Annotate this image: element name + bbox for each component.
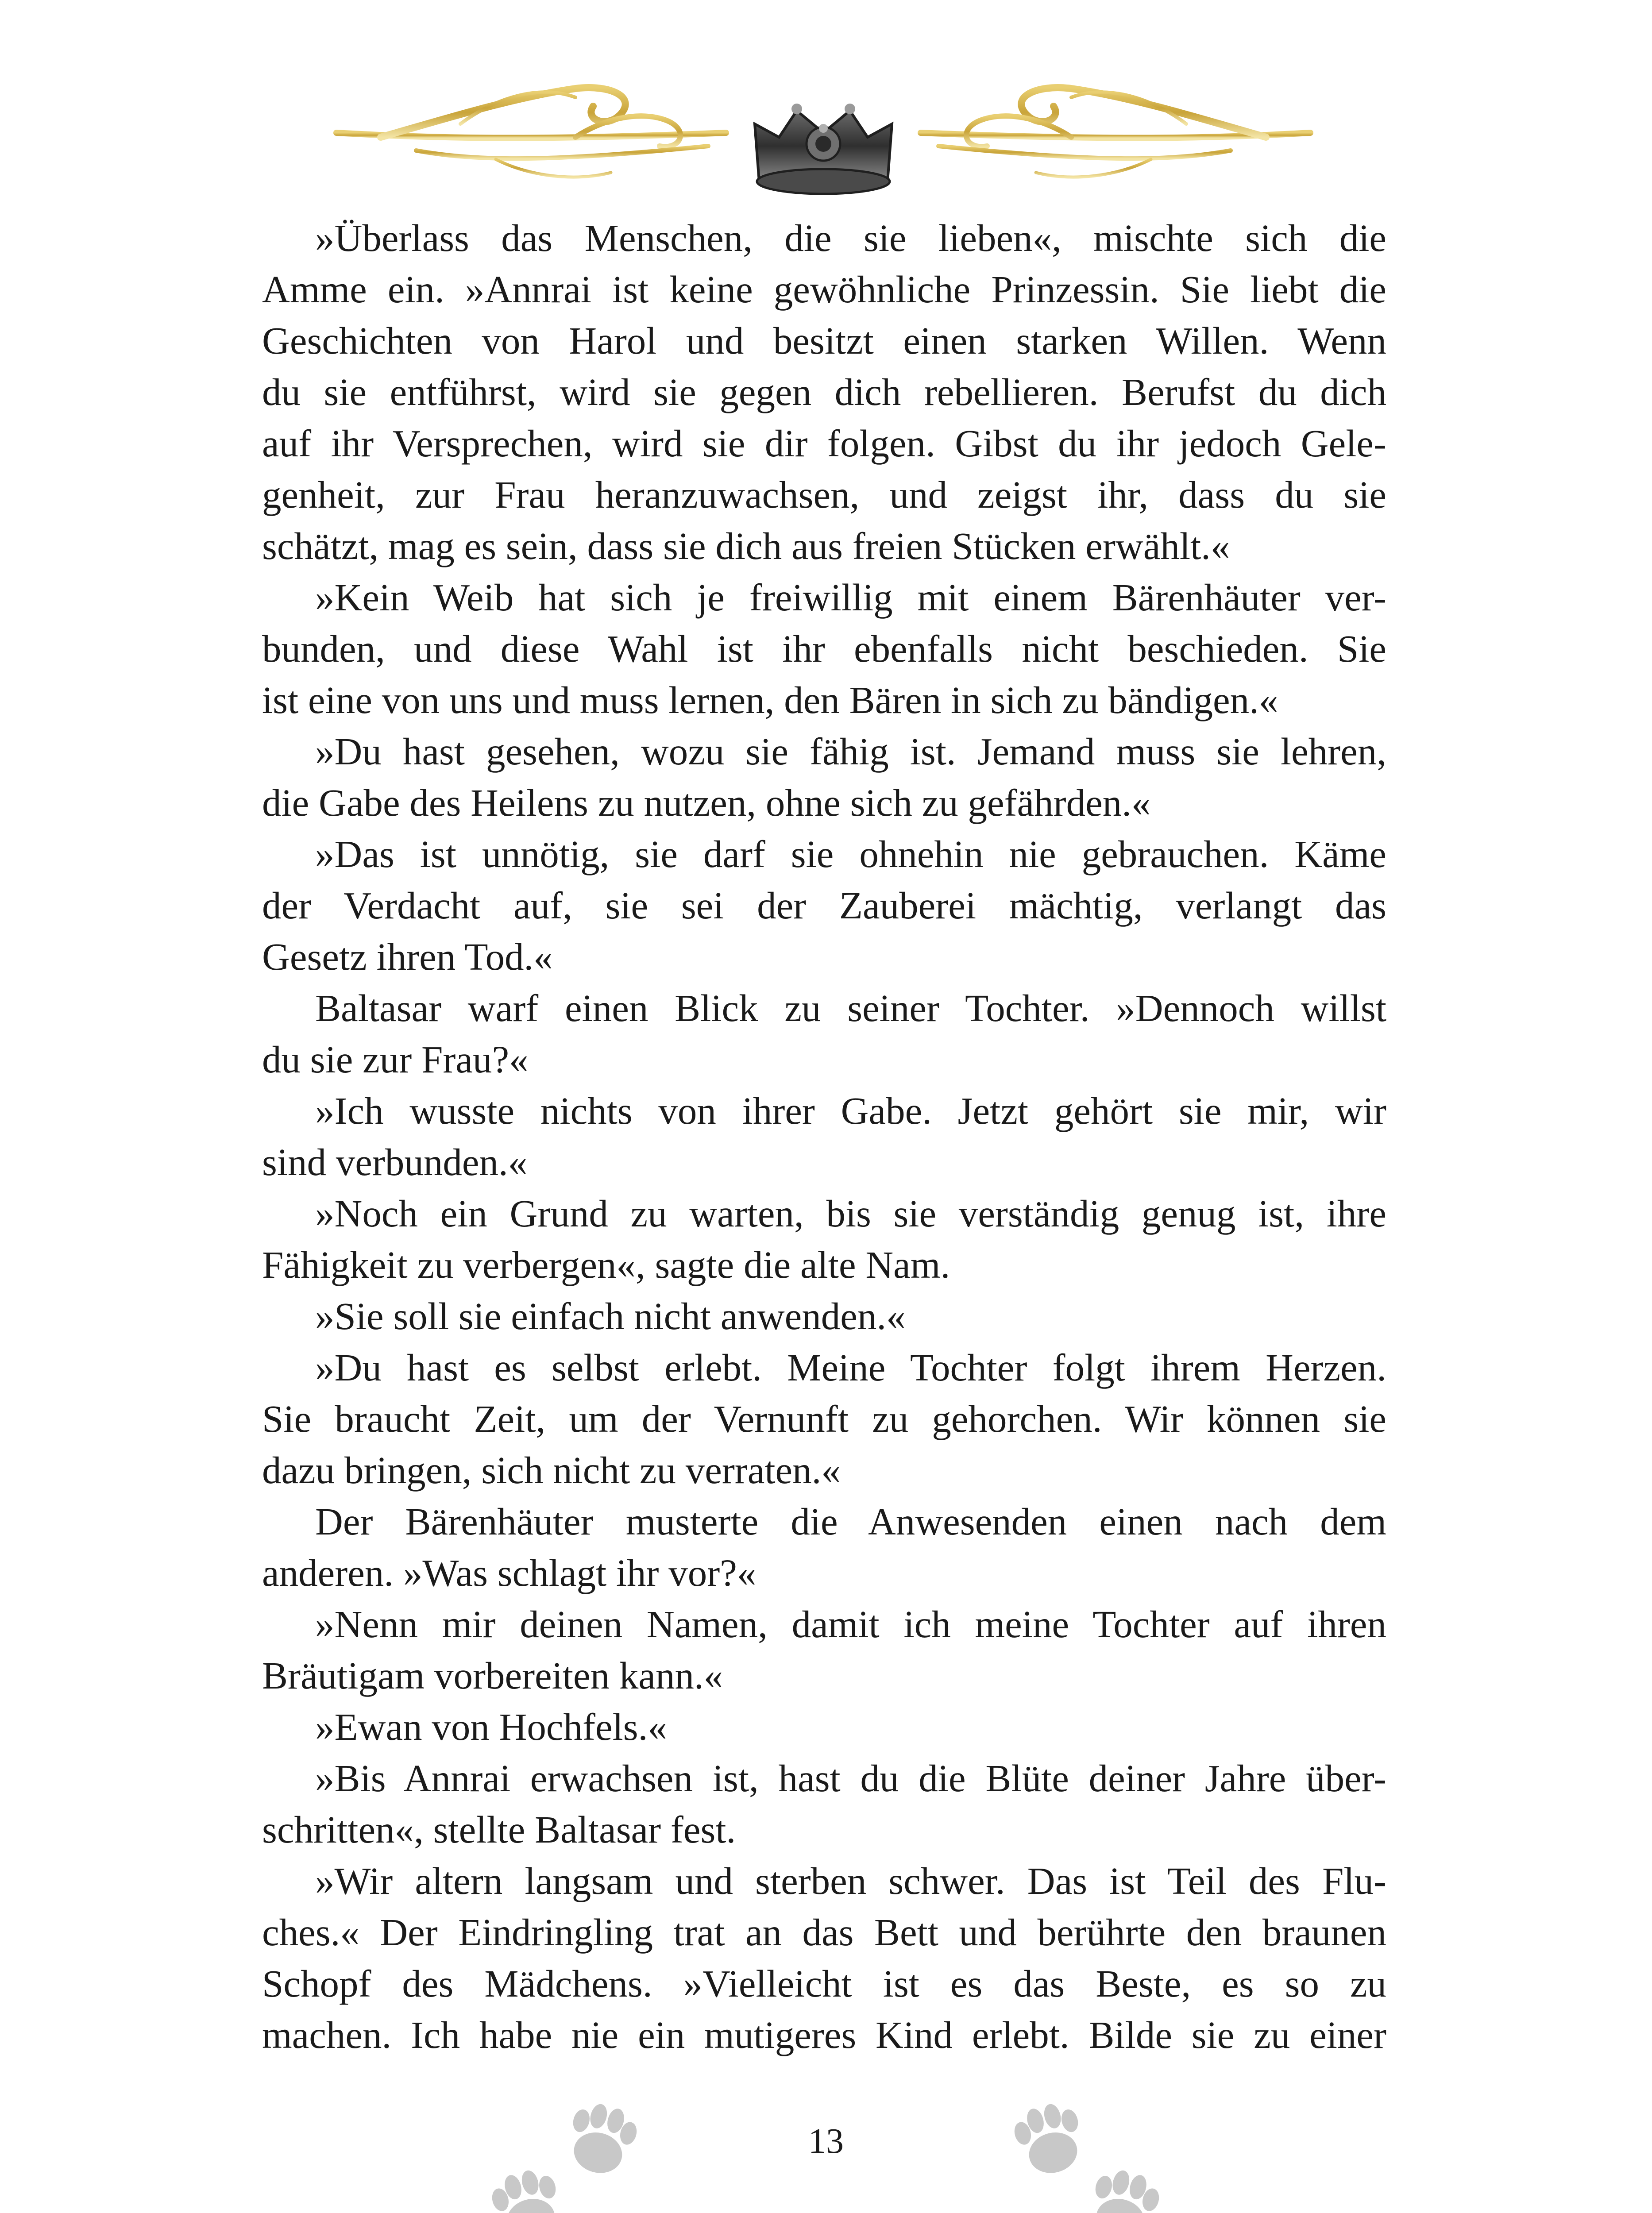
text-line: auf ihr Versprechen, wird sie dir folgen. Gibst du ihr jedoch Gele- xyxy=(262,422,1386,465)
text-line: die Gabe des Heilens zu nutzen, ohne sich zu gefährden.« xyxy=(262,781,1151,824)
text-line: »Nenn mir deinen Namen, damit ich meine Tochter auf ihren xyxy=(315,1603,1386,1646)
text-line: Gesetz ihren Tod.« xyxy=(262,935,553,978)
text-line: »Du hast gesehen, wozu sie fähig ist. Jemand muss sie lehren, xyxy=(315,730,1386,773)
text-line: der Verdacht auf, sie sei der Zauberei mächtig, verlangt das xyxy=(262,884,1386,927)
crown-ornament xyxy=(755,104,892,194)
text-line: »Das ist unnötig, sie darf sie ohnehin nie gebrauchen. Käme xyxy=(315,833,1386,875)
text-line: »Bis Annrai erwachsen ist, hast du die Blüte deiner Jahre über- xyxy=(315,1757,1386,1800)
text-line: »Wir altern langsam und sterben schwer. Das ist Teil des Flu- xyxy=(315,1859,1386,1902)
left-scroll-ornament xyxy=(336,88,726,177)
text-line: Der Bärenhäuter musterte die Anwesenden einen nach dem xyxy=(315,1500,1386,1543)
text-line: dazu bringen, sich nicht zu verraten.« xyxy=(262,1449,841,1492)
text-line: Geschichten von Harol und besitzt einen starken Willen. Wenn xyxy=(262,319,1386,362)
page-body-text xyxy=(262,212,1386,2061)
text-line: ches.« Der Eindringling trat an das Bett und berührte den braunen xyxy=(262,1911,1386,1954)
text-line: machen. Ich habe nie ein mutigeres Kind erlebt. Bilde sie zu einer xyxy=(262,2013,1386,2056)
text-line: anderen. »Was schlagt ihr vor?« xyxy=(262,1551,757,1594)
text-line: »Ich wusste nichts von ihrer Gabe. Jetzt gehört sie mir, wir xyxy=(315,1089,1386,1132)
text-line: genheit, zur Frau heranzuwachsen, und zeigst ihr, dass du sie xyxy=(262,473,1386,516)
page-number: 13 xyxy=(808,2122,844,2161)
text-line: du sie entführst, wird sie gegen dich rebellieren. Berufst du dich xyxy=(262,370,1386,413)
right-scroll-ornament xyxy=(921,88,1310,177)
text-line: schätzt, mag es sein, dass sie dich aus freien Stücken erwählt.« xyxy=(262,524,1230,567)
text-line: Baltasar warf einen Blick zu seiner Tochter. »Dennoch willst xyxy=(315,987,1386,1029)
text-line: schritten«, stellte Baltasar fest. xyxy=(262,1808,736,1851)
text-line: Amme ein. »Annrai ist keine gewöhnliche Prinzessin. Sie liebt die xyxy=(262,268,1386,311)
text-line: »Sie soll sie einfach nicht anwenden.« xyxy=(315,1295,906,1338)
text-line: »Noch ein Grund zu warten, bis sie verständig genug ist, ihre xyxy=(315,1192,1386,1235)
paw-print-icon xyxy=(558,2093,646,2182)
text-line: »Überlass das Menschen, die sie lieben«, mischte sich die xyxy=(315,216,1386,259)
paw-print-icon xyxy=(1080,2160,1169,2213)
text-line: du sie zur Frau?« xyxy=(262,1038,529,1081)
text-line: bunden, und diese Wahl ist ihr ebenfalls nicht beschieden. Sie xyxy=(262,627,1386,670)
text-line: ist eine von uns und muss lernen, den Bären in sich zu bändigen.« xyxy=(262,679,1278,721)
text-line: »Du hast es selbst erlebt. Meine Tochter folgt ihrem Herzen. xyxy=(315,1346,1386,1389)
text-line: sind verbunden.« xyxy=(262,1141,528,1184)
text-line: Bräutigam vorbereiten kann.« xyxy=(262,1654,723,1697)
header-ornament xyxy=(328,71,1319,204)
text-line: Schopf des Mädchens. »Vielleicht ist es das Beste, es so zu xyxy=(262,1962,1386,2005)
text-line: »Ewan von Hochfels.« xyxy=(315,1705,667,1748)
text-line: Sie braucht Zeit, um der Vernunft zu gehorchen. Wir können sie xyxy=(262,1397,1386,1440)
text-line: »Kein Weib hat sich je freiwillig mit einem Bärenhäuter ver- xyxy=(315,576,1386,619)
text-line: Fähigkeit zu verbergen«, sagte die alte Nam. xyxy=(262,1243,950,1286)
